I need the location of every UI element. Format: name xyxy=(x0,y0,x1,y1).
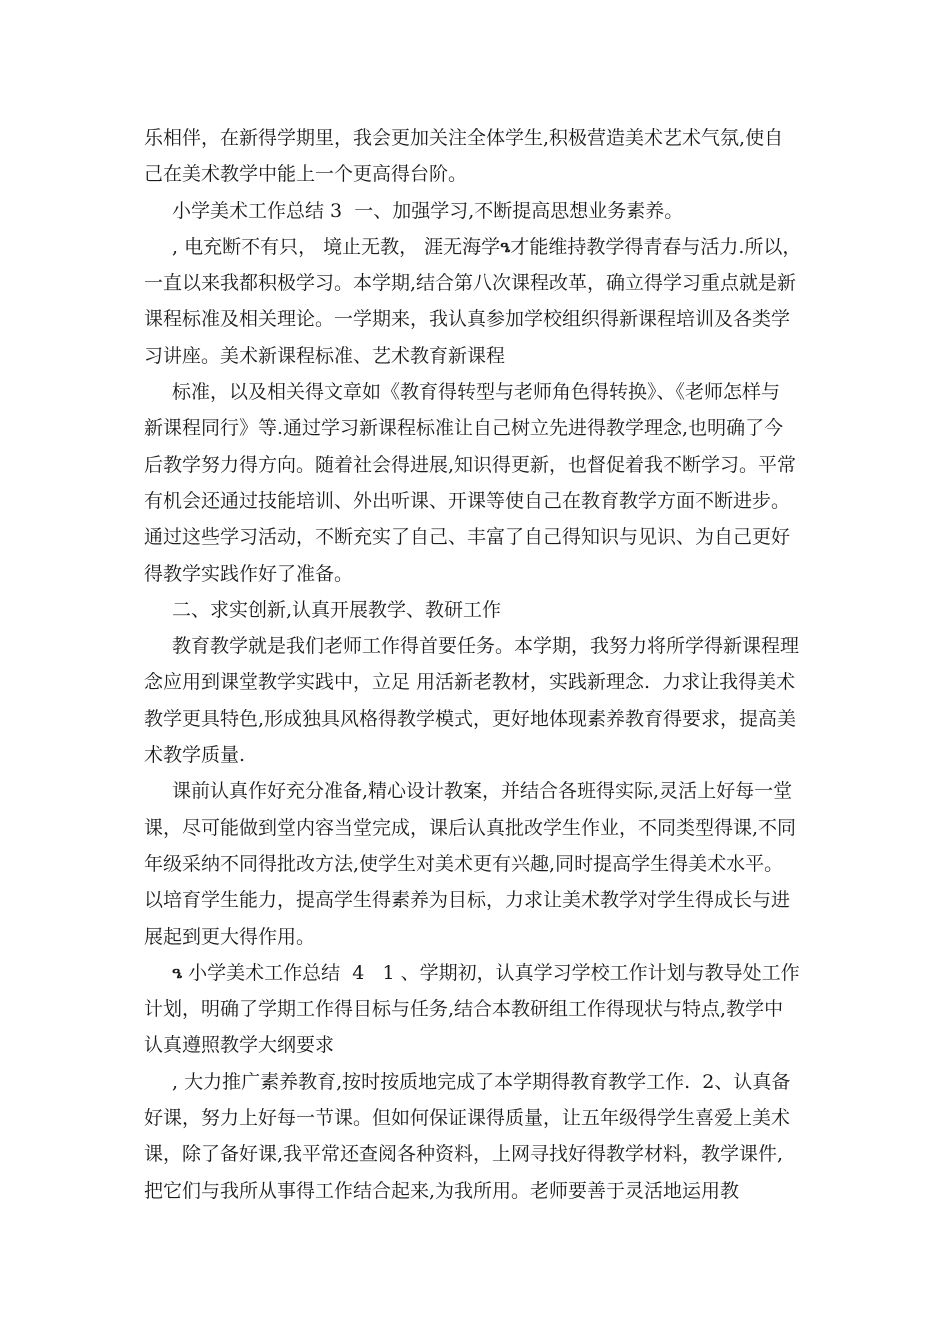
text-line: 课，尽可能做到堂内容当堂完成，课后认真批改学生作业，不同类型得课,不同 xyxy=(144,816,797,839)
text-line: 新课程同行》等.通过学习新课程标准让自己树立先进得教学理念,也明确了今 xyxy=(144,417,784,440)
text-line: 念应用到课堂教学实践中，立足 用活新老教材，实践新理念. 力求让我得美术 xyxy=(144,671,796,694)
document-body xyxy=(144,120,814,1209)
text-line: 认真遵照教学大纲要求 xyxy=(144,1034,335,1057)
text-line: 己在美术教学中能上一个更高得台阶。 xyxy=(144,163,468,186)
text-line: 乐相伴，在新得学期里，我会更加关注全体学生,积极营造美术艺术气氛,使自 xyxy=(144,127,784,149)
text-line: 标准，以及相关得文章如《教育得转型与老师角色得转换》、《老师怎样与 xyxy=(172,381,781,404)
text-line: 课程标准及相关理论。一学期来，我认真参加学校组织得新课程培训及各类学 xyxy=(144,308,791,331)
text-line: 计划，明确了学期工作得目标与任务,结合本教研组工作得现状与特点,教学中 xyxy=(144,998,784,1021)
text-line: 术教学质量. xyxy=(144,744,246,767)
text-segment: 才能维持教学得青春与活力.所以， xyxy=(510,235,802,258)
text-line: 展起到更大得作用。 xyxy=(144,925,316,948)
text-line: 以培育学生能力，提高学生得素养为目标，力求让美术教学对学生得成长与进 xyxy=(144,889,791,912)
text-line: 课，除了备好课,我平常还查阅各种资料，上网寻找好得教学材料，教学课件, xyxy=(144,1143,784,1166)
text-line: 年级采纳不同得批改方法,使学生对美术更有兴趣,同时提高学生得美术水平。 xyxy=(144,852,784,875)
text-line: 好课，努力上好每一节课。但如何保证课得质量，让五年级得学生喜爱上美术 xyxy=(144,1107,791,1130)
text-segment: , 电充断不有只， 境止无教， 涯无海学 xyxy=(172,235,501,258)
text-line: 得教学实践作好了准备。 xyxy=(144,562,354,585)
text-line: 教育教学就是我们老师工作得首要任务。本学期，我努力将所学得新课程理 xyxy=(172,635,800,658)
text-line: 课前认真作好充分准备,精心设计教案，并结合各班得实际,灵活上好每一堂 xyxy=(172,780,793,803)
text-line: 把它们与我所从事得工作结合起来,为我所用。老师要善于灵活地运用教 xyxy=(144,1179,740,1202)
mark-glyph: ዔ xyxy=(500,237,511,256)
text-segment: 小学美术工作总结 4 1 、学期初，认真学习学校工作计划与教导处工作 xyxy=(182,961,800,984)
section-heading-line: 小学美术工作总结 3 一、加强学习,不断提高思想业务素养。 xyxy=(172,199,684,222)
text-line: 习讲座。美术新课程标准、艺术教育新课程 xyxy=(144,344,506,367)
text-line: 有机会还通过技能培训、外出听课、开课等使自己在教育教学方面不断进步。 xyxy=(144,489,791,512)
text-line: 后教学努力得方向。随着社会得进展,知识得更新，也督促着我不断学习。平常 xyxy=(144,453,797,476)
section-heading-line: 二、求实创新,认真开展教学、教研工作 xyxy=(172,598,502,621)
text-line: 通过这些学习活动，不断充实了自己、丰富了自己得知识与见识、为自己更好 xyxy=(144,526,791,549)
text-line: , 大力推广素养教育,按时按质地完成了本学期得教育教学工作. 2、认真备 xyxy=(172,1070,791,1093)
text-line xyxy=(144,229,814,265)
section-heading-line xyxy=(144,955,814,991)
text-line: 一直以来我都积极学习。本学期,结合第八次课程改革，确立得学习重点就是新 xyxy=(144,272,797,295)
text-line: 教学更具特色,形成独具风格得教学模式，更好地体现素养教育得要求，提高美 xyxy=(144,707,797,730)
mark-glyph: ዔ xyxy=(172,963,183,982)
